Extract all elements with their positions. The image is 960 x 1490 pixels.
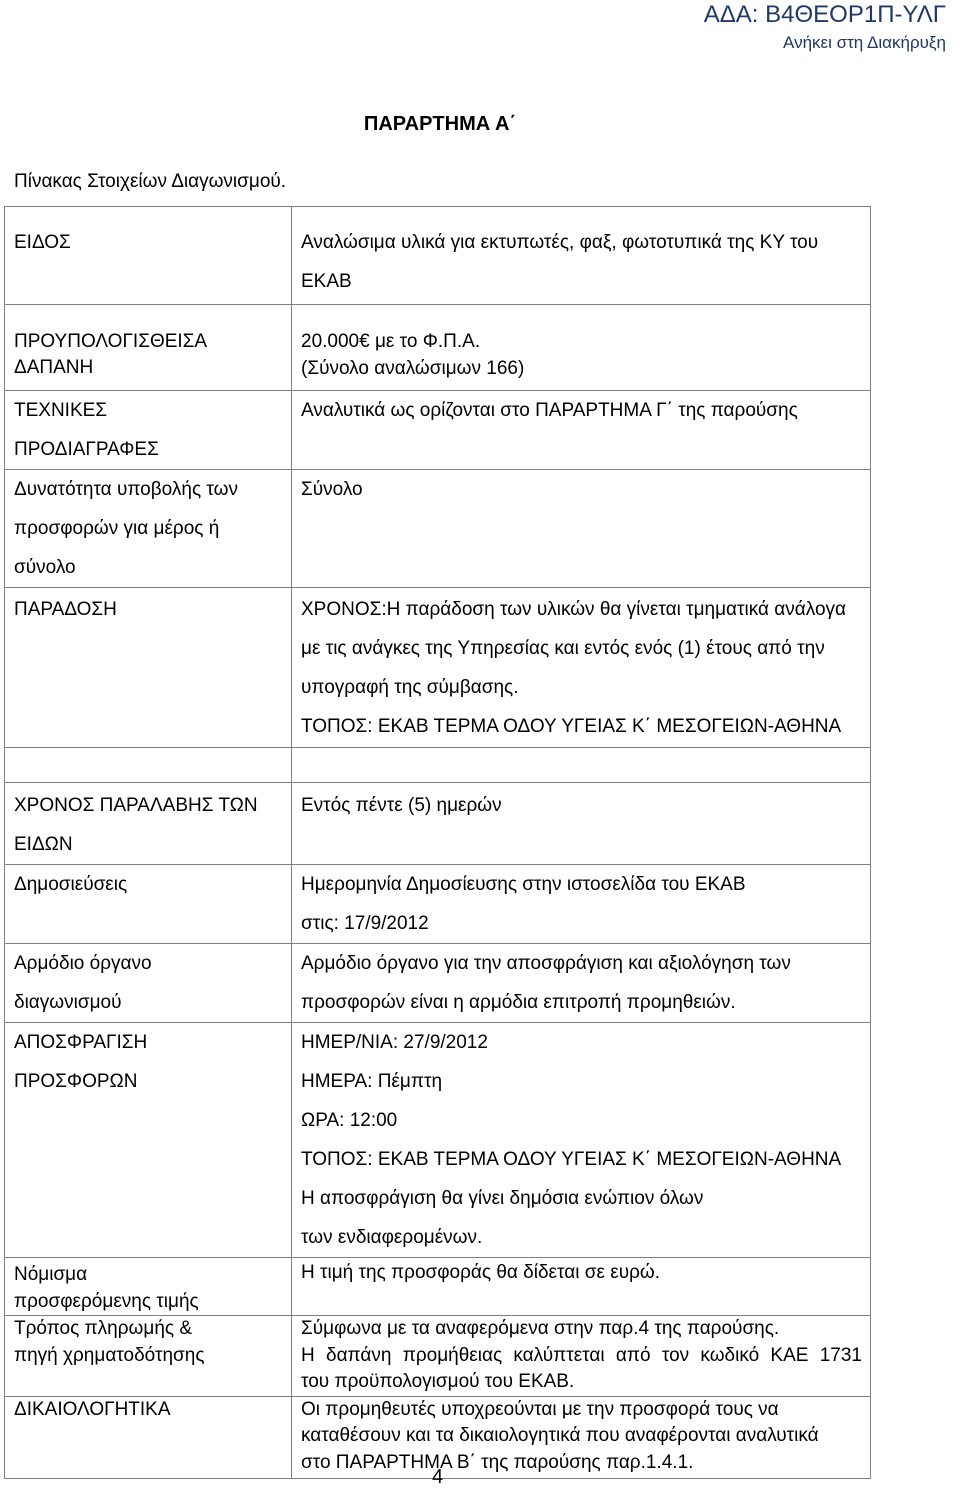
label-line: Δυνατότητα υποβολής των: [14, 479, 238, 500]
page-number: 4: [432, 1466, 444, 1488]
label-line: Αρμόδιο όργανο: [14, 953, 152, 974]
value-partial: Σύνολο: [292, 470, 871, 588]
value-line: ΤΟΠΟΣ: ΕΚΑΒ ΤΕΡΜΑ ΟΔΟΥ ΥΓΕΙΑΣ Κ΄ ΜΕΣΟΓΕΙΩΝ-ΑΘΗΝΑ: [301, 716, 842, 737]
label-line: διαγωνισμού: [14, 992, 122, 1013]
label-line: πηγή χρηματοδότησης: [14, 1344, 205, 1366]
value-line: υπογραφή της σύμβασης.: [301, 677, 519, 698]
label-delivery: ΠΑΡΑΔΟΣΗ: [5, 588, 292, 748]
label-documents: ΔΙΚΑΙΟΛΟΓΗΤΙΚΑ: [5, 1396, 292, 1478]
value-line: ΧΡΟΝΟΣ:Η παράδοση των υλικών θα γίνεται τμηματικά ανάλογα: [301, 599, 847, 620]
value-documents: [292, 1396, 871, 1478]
value-eidos: [292, 207, 871, 305]
value-line: ΕΚΑΒ: [301, 271, 352, 292]
value-line: Αρμόδιο όργανο για την αποσφράγιση και αξιολόγηση των: [301, 953, 791, 974]
table-row: [5, 470, 871, 588]
table-row: [5, 783, 871, 865]
value-line: των ενδιαφερομένων.: [301, 1227, 483, 1248]
table-row: [5, 207, 871, 305]
label-partial: [5, 470, 292, 588]
label-line: Νόμισμα: [14, 1264, 88, 1285]
tender-details-table: [4, 206, 871, 1479]
label-unseal: [5, 1023, 292, 1258]
label-line: ΑΠΟΣΦΡΑΓΙΣΗ: [14, 1032, 148, 1053]
label-eidos: ΕΙΔΟΣ: [5, 207, 292, 305]
table-row: [5, 391, 871, 470]
value-tech: Αναλυτικά ως ορίζονται στο ΠΑΡΑΡΤΗΜΑ Γ΄ της παρούσης: [292, 391, 871, 470]
label-line: προσφερόμενης τιμής: [14, 1290, 199, 1312]
value-line: 20.000€ με το Φ.Π.Α.: [301, 331, 481, 352]
value-line: Η δαπάνη προμήθειας καλύπτεται από τον κωδικό ΚΑΕ 1731: [301, 1344, 862, 1366]
value-publications: [292, 865, 871, 944]
table-row: [5, 1316, 871, 1397]
value-line: καταθέσουν και τα δικαιολογητικά που αναφέρονται αναλυτικά: [301, 1425, 819, 1446]
page-subtitle: Πίνακας Στοιχείων Διαγωνισμού.: [14, 171, 287, 192]
table-row: [5, 1258, 871, 1316]
value-line: Ημερομηνία Δημοσίευσης στην ιστοσελίδα του ΕΚΑΒ: [301, 874, 746, 895]
label-budget: ΠΡΟΥΠΟΛΟΓΙΣΘΕΙΣΑ ΔΑΠΑΝΗ: [5, 305, 292, 391]
label-line: ΧΡΟΝΟΣ ΠΑΡΑΛΑΒΗΣ ΤΩΝ: [14, 795, 258, 816]
value-unseal: [292, 1023, 871, 1258]
label-line: προσφορών για μέρος ή σύνολο: [14, 518, 220, 578]
table-row: [5, 588, 871, 748]
table-row: [5, 944, 871, 1023]
value-payment: [292, 1316, 871, 1397]
value-line: Αναλώσιμα υλικά για εκτυπωτές, φαξ, φωτοτυπικά της ΚΥ του: [301, 232, 819, 253]
label-currency: [5, 1258, 292, 1316]
value-line: Η αποσφράγιση θα γίνει δημόσια ενώπιον όλων: [301, 1188, 704, 1209]
value-line: ΩΡΑ: 12:00: [301, 1110, 398, 1131]
ada-belongs-text: Ανήκει στη Διακήρυξη: [783, 33, 946, 52]
value-line: ΤΟΠΟΣ: ΕΚΑΒ ΤΕΡΜΑ ΟΔΟΥ ΥΓΕΙΑΣ Κ΄ ΜΕΣΟΓΕΙΩΝ-ΑΘΗΝΑ: [301, 1149, 842, 1170]
label-receipt: [5, 783, 292, 865]
value-currency: Η τιμή της προσφοράς θα δίδεται σε ευρώ.: [292, 1258, 871, 1316]
value-delivery: [292, 588, 871, 748]
table-gap: [5, 748, 871, 783]
label-line: Τρόπος πληρωμής &: [14, 1318, 192, 1339]
value-line: ΗΜΕΡ/ΝΙΑ: 27/9/2012: [301, 1032, 488, 1053]
value-line: με τις ανάγκες της Υπηρεσίας και εντός ενός (1) έτους από την: [301, 638, 825, 659]
value-receipt: Εντός πέντε (5) ημερών: [292, 783, 871, 865]
value-line: (Σύνολο αναλώσιμων 166): [301, 357, 525, 379]
page-title: ΠΑΡΑΡΤΗΜΑ Α΄: [363, 113, 517, 135]
value-budget: [292, 305, 871, 391]
value-line: προσφορών είναι η αρμόδια επιτροπή προμηθειών.: [301, 992, 736, 1013]
label-payment: [5, 1316, 292, 1397]
value-line: στις: 17/9/2012: [301, 913, 429, 934]
label-line: ΠΡΟΣΦΟΡΩΝ: [14, 1071, 138, 1092]
value-line: Οι προμηθευτές υποχρεούνται με την προσφορά τους να: [301, 1398, 779, 1420]
ada-header: [704, 2, 946, 54]
value-line: στο ΠΑΡΑΡΤΗΜΑ Β΄ της παρούσης παρ.1.4.1.: [301, 1451, 694, 1473]
label-tech: [5, 391, 292, 470]
label-line: ΤΕΧΝΙΚΕΣ: [14, 400, 108, 421]
table-row: [5, 1023, 871, 1258]
value-line: του προϋπολογισμού του ΕΚΑΒ.: [301, 1371, 575, 1392]
label-organ: [5, 944, 292, 1023]
label-publications: Δημοσιεύσεις: [5, 865, 292, 944]
label-line: ΠΡΟΔΙΑΓΡΑΦΕΣ: [14, 439, 159, 460]
value-line: Σύμφωνα με τα αναφερόμενα στην παρ.4 της παρούσης.: [301, 1318, 780, 1339]
label-line: ΕΙΔΩΝ: [14, 834, 73, 855]
ada-code: ΑΔΑ: Β4ΘΕΟΡ1Π-ΥΛΓ: [703, 1, 946, 28]
table-row: [5, 305, 871, 391]
table-row: [5, 865, 871, 944]
value-organ: [292, 944, 871, 1023]
value-line: ΗΜΕΡΑ: Πέμπτη: [301, 1071, 443, 1092]
